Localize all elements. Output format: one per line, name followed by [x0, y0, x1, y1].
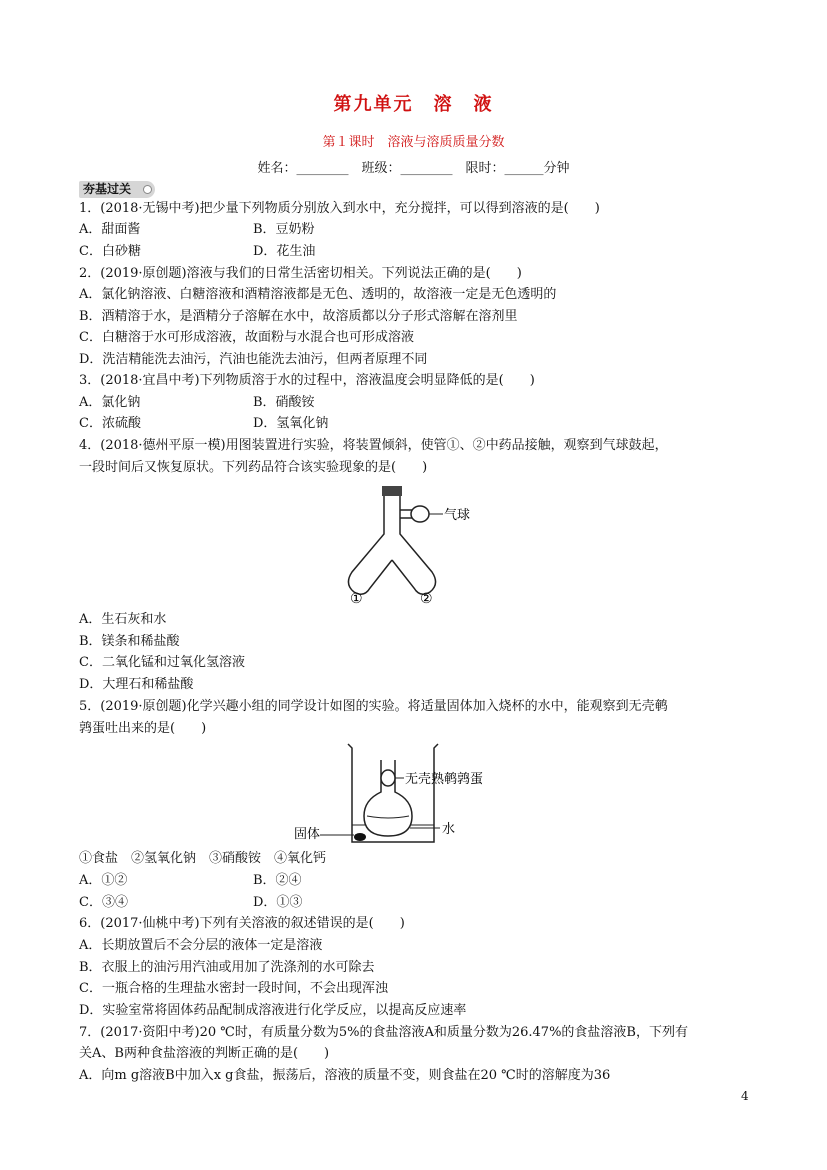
q6-option-a: A．长期放置后不会分层的液体一定是溶液 — [79, 938, 323, 953]
q5-option-a: A．①② — [79, 873, 128, 888]
q3-option-c: C．浓硫酸 — [79, 416, 141, 431]
tube-1-label: ① — [350, 591, 363, 607]
section-badge-label: 夯基过关 — [83, 182, 132, 196]
q3-option-d: D．氢氧化钠 — [253, 416, 329, 431]
q2-option-a: A．氯化钠溶液、白糖溶液和酒精溶液都是无色、透明的，故溶液一定是无色透明的 — [79, 287, 557, 302]
student-info-line: 姓名：________ 班级：________ 限时：______分钟 — [257, 161, 570, 176]
side-arm-icon — [400, 510, 412, 518]
q4-option-b: B．镁条和稀盐酸 — [79, 634, 180, 649]
q5-option-b: B．②④ — [253, 873, 302, 888]
q1-option-d: D．花生油 — [253, 244, 316, 259]
q2-option-b: B．酒精溶于水，是酒精分子溶解在水中，故溶质都以分子形式溶解在溶剂里 — [79, 309, 518, 324]
q5-option-d: D．①③ — [253, 895, 303, 910]
q7-option-a: A．向m g溶液B中加入x g食盐，振荡后，溶液的质量不变，则食盐在20 ℃时的溶解度为36 — [79, 1068, 611, 1083]
balloon-label: 气球 — [444, 508, 471, 523]
q6-option-b: B．衣服上的油污用汽油或用加了洗涤剂的水可除去 — [79, 960, 375, 975]
lesson-subtitle: 第１课时 溶液与溶质质量分数 — [322, 135, 505, 150]
egg-label: 无壳熟鹌鹑蛋 — [405, 772, 484, 787]
page-number: 4 — [741, 1089, 749, 1103]
beaker-apparatus-figure — [290, 738, 510, 848]
stopper-icon — [382, 486, 402, 496]
q5-items: ①食盐 ②氢氧化钠 ③硝酸铵 ④氧化钙 — [79, 851, 327, 866]
question-6-stem: 6．(2017·仙桃中考)下列有关溶液的叙述错误的是( ) — [79, 916, 405, 931]
page-title: 第九单元 溶 液 — [333, 94, 494, 115]
question-7-stem-line2: 关A、B两种食盐溶液的判断正确的是( ) — [79, 1046, 330, 1061]
solid-pellet-icon — [354, 833, 366, 841]
badge-dot-icon — [143, 185, 152, 194]
q6-option-d: D．实验室常将固体药品配制成溶液进行化学反应，以提高反应速率 — [79, 1003, 467, 1018]
q4-option-c: C．二氧化锰和过氧化氢溶液 — [79, 655, 245, 670]
question-3-stem: 3．(2018·宜昌中考)下列物质溶于水的过程中，溶液温度会明显降低的是( ) — [79, 373, 535, 388]
q1-option-c: C．白砂糖 — [79, 244, 141, 259]
section-badge — [79, 181, 155, 198]
water-label: 水 — [442, 822, 456, 837]
egg-icon — [381, 770, 395, 786]
question-5-stem-line2: 鹑蛋吐出来的是( ) — [79, 721, 207, 736]
balloon-icon — [411, 506, 429, 522]
q2-option-c: C．白糖溶于水可形成溶液，故面粉与水混合也可形成溶液 — [79, 330, 414, 345]
q3-option-b: B．硝酸铵 — [253, 395, 315, 410]
question-7-stem-line1: 7．(2017·资阳中考)20 ℃时，有质量分数为5%的食盐溶液A和质量分数为26.47%的食盐溶液B，下列有 — [79, 1025, 688, 1040]
tube-2-label: ② — [420, 591, 433, 607]
q1-option-a: A．甜面酱 — [79, 222, 141, 237]
q2-option-d: D．洗洁精能洗去油污，汽油也能洗去油污，但两者原理不同 — [79, 352, 428, 367]
question-4-stem-line2: 一段时间后又恢复原状。下列药品符合该实验现象的是( ) — [79, 460, 428, 475]
q6-option-c: C．一瓶合格的生理盐水密封一段时间，不会出现浑浊 — [79, 981, 388, 996]
question-5-stem-line1: 5．(2019·原创题)化学兴趣小组的同学设计如图的实验。将适量固体加入烧杯的水中，能观察到无壳鹌 — [79, 699, 668, 714]
q3-option-a: A．氯化钠 — [79, 395, 141, 410]
q1-option-b: B．豆奶粉 — [253, 222, 315, 237]
y-tube-apparatus-figure — [340, 484, 490, 609]
question-4-stem-line1: 4．(2018·德州平原一模)用图装置进行实验，将装置倾斜，使管①、②中药品接触，观察到气球鼓起， — [79, 438, 668, 453]
question-2-stem: 2．(2019·原创题)溶液与我们的日常生活密切相关。下列说法正确的是( ) — [79, 266, 522, 281]
question-1-stem: 1．(2018·无锡中考)把少量下列物质分别放入到水中，充分搅拌，可以得到溶液的是( ) — [79, 201, 600, 216]
q5-option-c: C．③④ — [79, 895, 128, 910]
q4-option-a: A．生石灰和水 — [79, 612, 167, 627]
q4-option-d: D．大理石和稀盐酸 — [79, 677, 194, 692]
solid-label: 固体 — [294, 827, 321, 842]
